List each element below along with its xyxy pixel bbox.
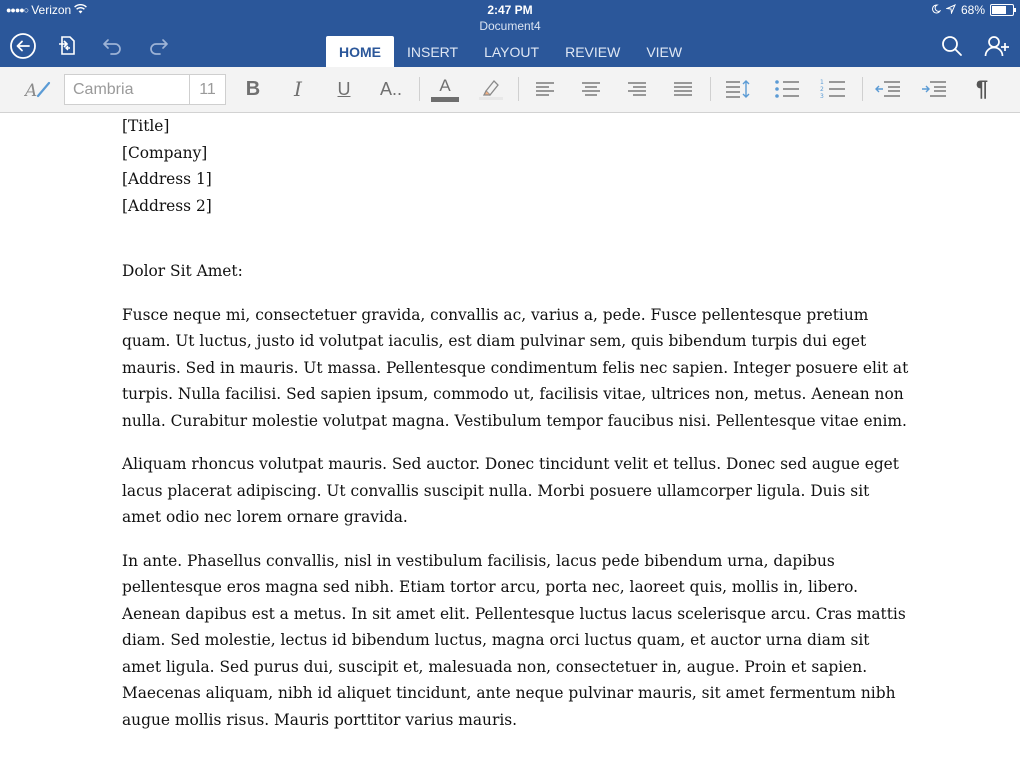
redo-button[interactable] [143,32,173,60]
ribbon-divider [518,77,519,101]
carrier-label: Verizon [31,3,72,17]
svg-text:A: A [25,81,38,100]
status-bar-right [931,3,1014,17]
font-size-field[interactable]: 11 [199,80,216,98]
tab-review[interactable]: REVIEW [565,43,621,60]
align-left-button[interactable] [531,73,559,105]
body-paragraph-3[interactable]: In ante. Phasellus convallis, nisl in vestibulum facilisis, lacus pede bibendum urna, dapibus pellentesque eros magna sed nibh. Etiam tortor arcu, porta nec, laoreet quis, mollis in, libero. Aenean dapibus est a metus. In sit amet elit. Pellentesque luctus lacus scelerisque arcu. Cras mattis diam. Sed molestie, lectus id bibendum luctus, magna orci luctus quam, et auctor urna diam sit amet ligula. Sed purus dui, suscipit et, malesuada non, consectetuer in, augue. Proin et sapien. Maecenas aliquam, nibh id aliquet tincidunt, ante neque pulvinar mauris, sit amet fermentum nibh augue mollis risus. Mauris porttitor varius mauris. [122,551,906,729]
tab-insert[interactable]: INSERT [407,43,459,60]
font-selector[interactable] [64,74,226,105]
search-button[interactable] [937,32,967,60]
header-title[interactable]: [Title] [122,117,170,135]
share-button[interactable] [982,32,1012,60]
line-spacing-button[interactable] [722,73,754,105]
numbered-list-button[interactable] [817,73,849,105]
tab-view[interactable]: VIEW [646,43,683,60]
undo-button[interactable] [98,32,128,60]
home-ribbon [0,67,1020,113]
show-formatting-button[interactable]: ¶ [975,76,989,101]
blank-space [122,531,912,548]
header-address-1[interactable]: [Address 1] [122,170,212,188]
justify-button[interactable] [669,73,697,105]
header-company[interactable]: [Company] [122,143,208,162]
location-arrow-icon [946,3,956,17]
font-color-swatch [431,97,459,102]
tab-layout[interactable]: LAYOUT [484,43,540,60]
ribbon-divider [710,77,711,101]
decrease-indent-button[interactable] [872,73,904,105]
battery-percent: 68% [960,3,985,17]
align-center-button[interactable] [577,73,605,105]
svg-text:2: 2 [820,86,824,93]
format-painter-button[interactable] [22,73,54,105]
ribbon-tabs [326,36,695,67]
underline-button[interactable]: U [337,78,351,99]
status-time: 2:47 PM [487,3,533,17]
bold-button[interactable]: B [245,77,261,100]
highlight-button[interactable] [475,73,507,105]
svg-text:3: 3 [820,93,824,99]
increase-indent-button[interactable] [918,73,950,105]
text-effects-button[interactable]: A.. [379,78,402,99]
bullet-list-button[interactable] [771,73,803,105]
blank-space [122,219,912,258]
salutation[interactable]: Dolor Sit Amet: [122,262,243,280]
font-color-button[interactable] [430,73,460,105]
app-header [0,0,1020,67]
ribbon-divider [419,77,420,101]
body-paragraph-2[interactable]: Aliquam rhoncus volutpat mauris. Sed auctor. Donec tincidunt velit et tellus. Donec sed augue eget lacus placerat adipiscing. Ut convallis suscipit nulla. Morbi posuere ullamcorper ligula. Duis sit amet odio nec lorem ornare gravida. [122,455,899,526]
svg-text:1: 1 [820,79,824,86]
battery-icon [990,4,1014,16]
blank-space [122,434,912,451]
ribbon-divider [862,77,863,101]
tab-home[interactable]: HOME [326,36,394,67]
font-name-field[interactable]: Cambria [65,75,190,104]
blank-space [122,285,912,302]
align-right-button[interactable] [623,73,651,105]
font-color-label: A [439,75,451,95]
file-sync-button[interactable] [52,32,82,60]
signal-icon: ●●●●○ [6,5,29,15]
body-paragraph-1[interactable]: Fusce neque mi, consectetuer gravida, convallis ac, varius a, pede. Fusce pellentesque pretium quam. Ut luctus, justo id volutpat iaculis, est diam pulvinar sem, quis bibendum turpis dui eget mauris. Sed in mauris. Ut massa. Pellentesque condimentum felis nec sapien. Integer posuere elit at turpis. Nulla facilisi. Sed sapien ipsum, commodo ut, facilisis vitae, ultrices non, metus. Aenean non nulla. Curabitur molestie volutpat magna. Vestibulum tempor faucibus nisi. Pellentesque vitae enim. [122,305,909,430]
moon-icon [931,3,941,17]
document-title[interactable]: Document4 [479,19,541,33]
header-address-2[interactable]: [Address 2] [122,196,212,215]
document-body[interactable] [122,113,912,733]
back-button[interactable] [8,32,38,60]
italic-button[interactable]: I [294,77,302,101]
